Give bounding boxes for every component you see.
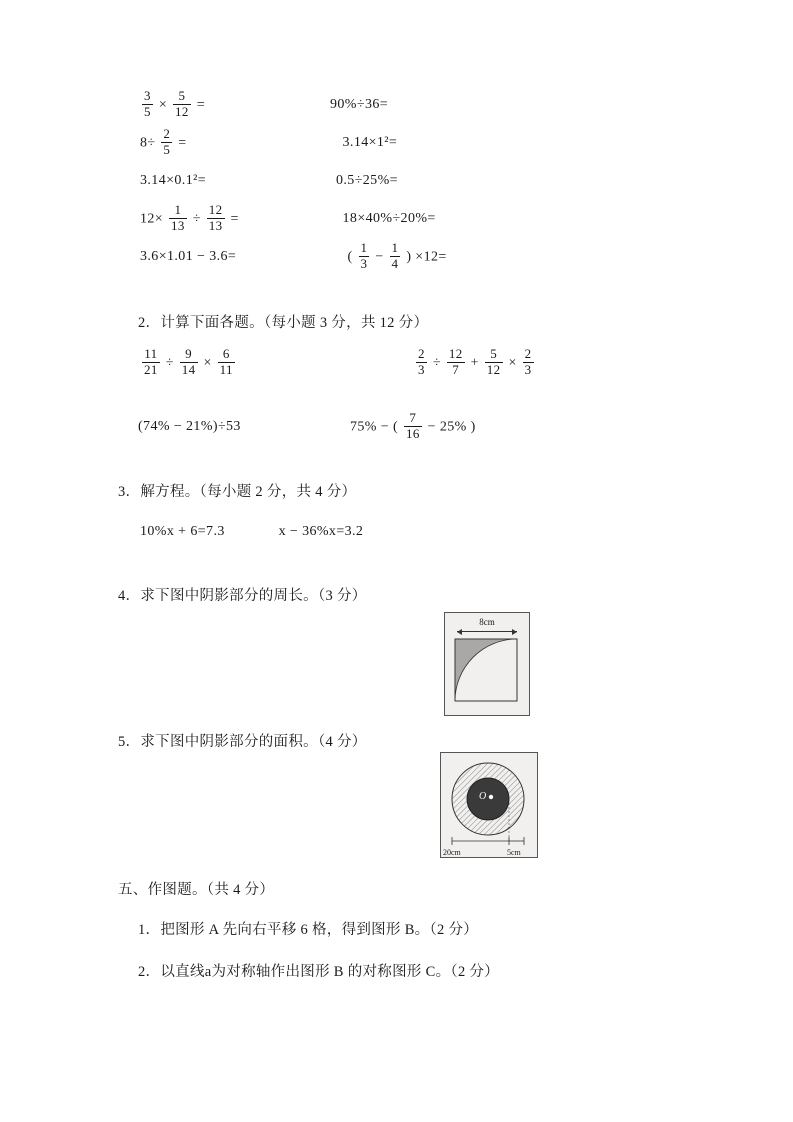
fraction-denominator: 12 — [175, 103, 189, 119]
operator: × — [508, 355, 517, 371]
section-5-item-1: 1．把图形 A 先向右平移 6 格，得到图形 B。（2 分） — [138, 922, 479, 938]
question-3-heading: 3．解方程。（每小题 2 分，共 4 分） — [118, 484, 357, 500]
fraction-denominator: 11 — [219, 361, 233, 377]
question-3-equations — [140, 524, 363, 540]
close-paren: ) — [406, 249, 412, 265]
figure-5-inner-label: 5cm — [507, 848, 521, 857]
equals-sign: = — [230, 211, 239, 227]
close-paren: ) — [470, 419, 476, 435]
fraction — [404, 411, 422, 441]
operator: × — [203, 355, 212, 371]
expression-tail: ×12= — [415, 249, 447, 265]
fraction-numerator: 2 — [418, 346, 425, 361]
calc-expression-3b: 0.5÷25%= — [336, 173, 398, 188]
calc-expression-3a: 3.14×0.1²= — [140, 173, 206, 188]
figure-5-outer-label: 20cm — [443, 848, 461, 857]
fraction-numerator: 2 — [163, 125, 171, 141]
q2-expression-1 — [140, 348, 380, 378]
operator: × — [158, 97, 168, 113]
question-2-row-2 — [138, 412, 476, 442]
operator: − — [375, 249, 384, 265]
calc-expression-5a: 3.6×1.01 − 3.6= — [140, 249, 237, 264]
question-2-heading: 2．计算下面各题。（每小题 3 分，共 12 分） — [138, 315, 429, 331]
operator: ÷ — [165, 355, 174, 371]
fraction-numerator: 12 — [208, 201, 223, 217]
fraction-denominator: 16 — [405, 425, 420, 441]
fraction-numerator: 12 — [448, 346, 463, 361]
fraction — [173, 89, 191, 119]
fraction-denominator: 3 — [360, 255, 368, 271]
fraction — [169, 203, 187, 233]
fraction — [485, 347, 503, 377]
fraction-numerator: 7 — [404, 411, 422, 427]
expression-lead: 75% − ( — [350, 419, 399, 435]
fraction-denominator: 3 — [524, 361, 532, 377]
calc-row — [140, 86, 660, 124]
operator: ÷ — [192, 211, 201, 227]
fraction-numerator: 11 — [142, 347, 160, 363]
fraction-denominator: 4 — [391, 255, 399, 271]
calc-row — [140, 124, 660, 162]
figure-5-shape — [441, 753, 535, 855]
calc-expression-4b: 18×40%÷20%= — [342, 211, 436, 226]
fraction — [180, 347, 198, 377]
fraction-denominator: 14 — [181, 361, 196, 377]
fraction-numerator: 1 — [360, 239, 368, 255]
question-5-heading: 5．求下图中阴影部分的面积。（4 分） — [118, 734, 367, 750]
calc-row — [140, 238, 660, 276]
fraction-numerator: 3 — [144, 87, 151, 103]
fraction-denominator: 5 — [163, 141, 171, 157]
open-paren: ( — [347, 249, 353, 265]
fraction-numerator: 5 — [173, 89, 191, 105]
fraction-numerator: 9 — [180, 347, 198, 363]
fraction-numerator: 1 — [391, 239, 399, 255]
equals-sign: = — [178, 135, 187, 151]
fraction — [161, 127, 172, 157]
oral-calculation-grid — [140, 86, 660, 276]
fraction-numerator: 1 — [169, 203, 187, 219]
calc-expression-5b — [326, 239, 660, 272]
fraction-numerator: 2 — [524, 346, 532, 361]
figure-4-width-label: 8cm — [479, 617, 495, 627]
section-5-item-2: 2．以直线a为对称轴作出图形 B 的对称图形 C。（2 分） — [138, 964, 500, 980]
fraction-denominator: 3 — [418, 361, 425, 377]
operator: + — [470, 355, 479, 371]
equals-sign: = — [196, 97, 206, 113]
calc-expression-1b: 90%÷36= — [330, 97, 389, 112]
fraction-denominator: 13 — [171, 217, 185, 233]
fraction-numerator: 5 — [485, 347, 503, 363]
figure-4-shape — [445, 613, 527, 713]
figure-5-center-label: O — [479, 791, 487, 802]
fraction — [142, 347, 160, 377]
fraction — [359, 241, 370, 271]
fraction — [142, 89, 153, 119]
figure-annulus — [440, 752, 538, 858]
equation-2: x − 36%x=3.2 — [278, 524, 364, 539]
fraction — [218, 347, 235, 377]
fraction-numerator: 6 — [218, 347, 235, 363]
expression-lead: 12× — [140, 211, 164, 227]
calc-expression-4a — [140, 201, 329, 234]
question-2-row-1 — [140, 348, 536, 378]
section-5-heading: 五、作图题。（共 4 分） — [118, 882, 275, 898]
q2-expression-4 — [350, 412, 476, 442]
operator: − 25% — [427, 419, 467, 435]
question-4-heading: 4．求下图中阴影部分的周长。（3 分） — [118, 588, 367, 604]
calc-row — [140, 200, 660, 238]
calc-expression-1a — [140, 87, 330, 120]
fraction — [416, 347, 427, 377]
fraction-denominator: 12 — [486, 361, 501, 377]
fraction — [523, 347, 534, 377]
fraction — [390, 241, 401, 271]
operator: ÷ — [432, 355, 441, 371]
fraction-denominator: 21 — [144, 361, 158, 377]
q2-expression-2 — [380, 348, 536, 378]
expression-lead: 8÷ — [140, 135, 156, 151]
q2-expression-3: (74% − 21%)÷53 — [138, 419, 241, 435]
calc-expression-2b: 3.14×1²= — [342, 135, 398, 150]
equation-1: 10%x + 6=7.3 — [140, 524, 225, 539]
figure-quarter-circle — [444, 612, 530, 716]
calc-row — [140, 162, 660, 200]
fraction — [447, 347, 465, 377]
calc-expression-2a — [140, 125, 329, 158]
fraction-denominator: 5 — [144, 103, 151, 119]
fraction-denominator: 7 — [452, 361, 460, 377]
fraction — [207, 203, 225, 233]
fraction-denominator: 13 — [208, 217, 223, 233]
